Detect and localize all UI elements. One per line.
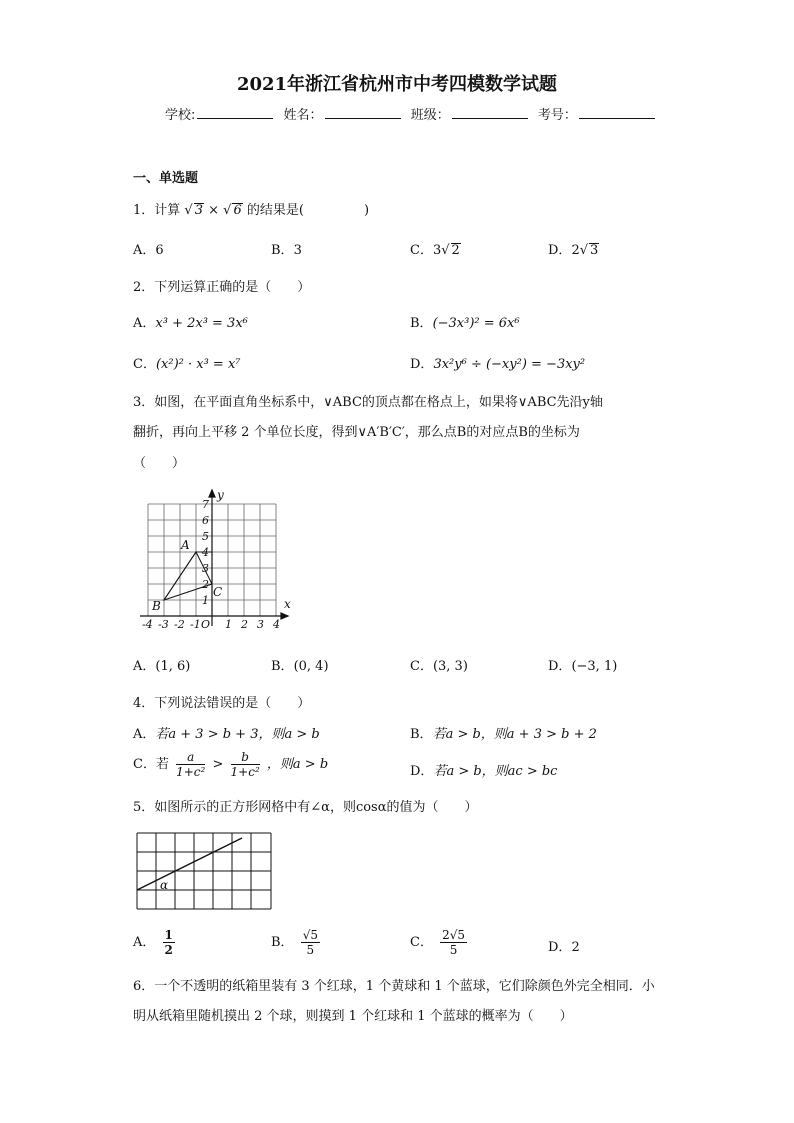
y-tick-label: 2: [202, 578, 209, 591]
question-3-option-b[interactable]: B．(0, 4): [271, 659, 329, 674]
x-tick-label: 3: [257, 618, 264, 631]
question-5-option-b[interactable]: B． $\frac{√5}{5}$: [271, 928, 318, 957]
y-tick-label: 3: [202, 562, 209, 575]
y-tick-label: 5: [202, 530, 209, 543]
x-tick-labels: [142, 618, 280, 631]
y-tick-label: 1: [202, 594, 209, 607]
question-2-stem: 2．下列运算正确的是（ ）: [133, 280, 311, 295]
question-3-option-a[interactable]: A．(1, 6): [133, 659, 191, 674]
x-axis-label: x: [284, 597, 291, 611]
x-tick-label: -2: [174, 618, 185, 631]
class-label: 班级：: [410, 108, 450, 123]
y-tick-label: 6: [202, 514, 209, 527]
question-4-option-a[interactable]: A．若a + 3 > b + 3，则a > b: [133, 727, 320, 742]
fraction: $\frac{b}{\text{1+c²}}$: [230, 750, 260, 779]
triangle-abc-edges: [164, 552, 212, 600]
x-tick-label: 4: [273, 618, 280, 631]
question-4-option-d[interactable]: D．若a > b，则ac > bc: [410, 764, 558, 779]
exam-no-label: 考号：: [537, 108, 577, 123]
question-2-option-c[interactable]: C．(x²)² · x³ = x⁷: [133, 357, 241, 372]
x-tick-label: -4: [142, 618, 153, 631]
question-4-option-b[interactable]: B．若a > b，则a + 3 > b + 2: [410, 727, 597, 742]
question-1-option-b[interactable]: B．3: [271, 243, 302, 258]
page-title: 2021年浙江省杭州市中考四模数学试题: [236, 74, 558, 95]
question-3-option-d[interactable]: D．(−3, 1): [548, 659, 618, 674]
x-tick-label: 2: [241, 618, 248, 631]
question-6-line-2: 明从纸箱里随机摸出 2 个球，则摸到 1 个红球和 1 个蓝球的概率为（ ）: [133, 1009, 573, 1024]
triangle-abc: [164, 552, 212, 600]
question-3-line-2: 翻折，再向上平移 2 个单位长度，得到∨A′B′C′，那么点B的对应点B的坐标为: [133, 425, 580, 440]
y-tick-label: 7: [202, 498, 209, 511]
question-3-line-3: （ ）: [133, 456, 186, 471]
question-2-option-b[interactable]: B．(−3x³)² = 6x⁶: [410, 316, 520, 331]
question-5-option-c[interactable]: C． $\frac{2√5}{5}$: [410, 928, 466, 957]
school-label: 学校:: [165, 108, 196, 123]
coordinate-grid-figure: [138, 486, 298, 632]
x-tick-label: -1: [190, 618, 201, 631]
name-blank[interactable]: [325, 106, 401, 119]
question-3-line-1: 3．如图，在平面直角坐标系中，∨ABC的顶点都在格点上，如果将∨ABC先沿y轴: [133, 395, 603, 410]
angle-ray: [137, 838, 242, 890]
y-tick-label: 4: [202, 546, 209, 559]
question-5-stem: 5．如图所示的正方形网格中有∠α，则cosα的值为（ ）: [133, 800, 478, 815]
question-2-option-a[interactable]: A．x³ + 2x³ = 3x⁶: [133, 316, 248, 331]
question-4-option-c[interactable]: C．若 $\frac{a}{\text{1+c²}}$ > $\frac{b}{\text{1+c²}}$ ，则a > b: [133, 750, 329, 779]
grid-lines: [137, 833, 271, 909]
question-1-stem: 1．计算 √ 3 × √ 6 的结果是( ): [133, 203, 370, 218]
y-tick-labels: [201, 498, 209, 607]
fraction: $\frac{√5}{5}$: [302, 928, 318, 957]
exam-no-blank[interactable]: [579, 106, 655, 119]
question-1-option-c[interactable]: C．3√ 2: [410, 243, 460, 258]
x-tick-label: 1: [225, 618, 232, 631]
point-b-label: B: [152, 599, 161, 613]
student-info-line: [165, 104, 661, 123]
school-blank[interactable]: [197, 106, 273, 119]
x-tick-label: -3: [158, 618, 169, 631]
fraction: $\frac{2√5}{5}$: [442, 928, 466, 957]
fraction: $\frac{a}{\text{1+c²}}$: [176, 750, 206, 779]
question-2-option-d[interactable]: D．3x²y⁶ ÷ (−xy²) = −3xy²: [410, 357, 586, 372]
question-4-stem: 4．下列说法错误的是（ ）: [133, 696, 311, 711]
angle-alpha-label: α: [160, 878, 169, 892]
question-3-option-c[interactable]: C．(3, 3): [410, 659, 468, 674]
section-heading: 一、单选题: [133, 171, 199, 186]
y-axis-label: y: [217, 488, 224, 502]
point-a-label: A: [181, 538, 190, 552]
question-6-line-1: 6．一个不透明的纸箱里装有 3 个红球，1 个黄球和 1 个蓝球，它们除颜色外完全相同．小: [133, 979, 655, 994]
class-blank[interactable]: [452, 106, 528, 119]
name-label: 姓名：: [283, 108, 323, 123]
point-c-label: C: [213, 585, 223, 599]
question-1-option-d[interactable]: D．2√ 3: [548, 243, 599, 258]
question-1-option-a[interactable]: A．6: [133, 243, 164, 258]
axes: [140, 490, 288, 626]
fraction: $\frac{1}{2}$: [164, 928, 173, 957]
question-5-option-a[interactable]: A． $\frac{1}{2}$: [133, 928, 173, 957]
x-tick-label: O: [201, 618, 211, 631]
question-5-option-d[interactable]: D．2: [548, 940, 580, 955]
square-grid-figure: [136, 832, 274, 912]
